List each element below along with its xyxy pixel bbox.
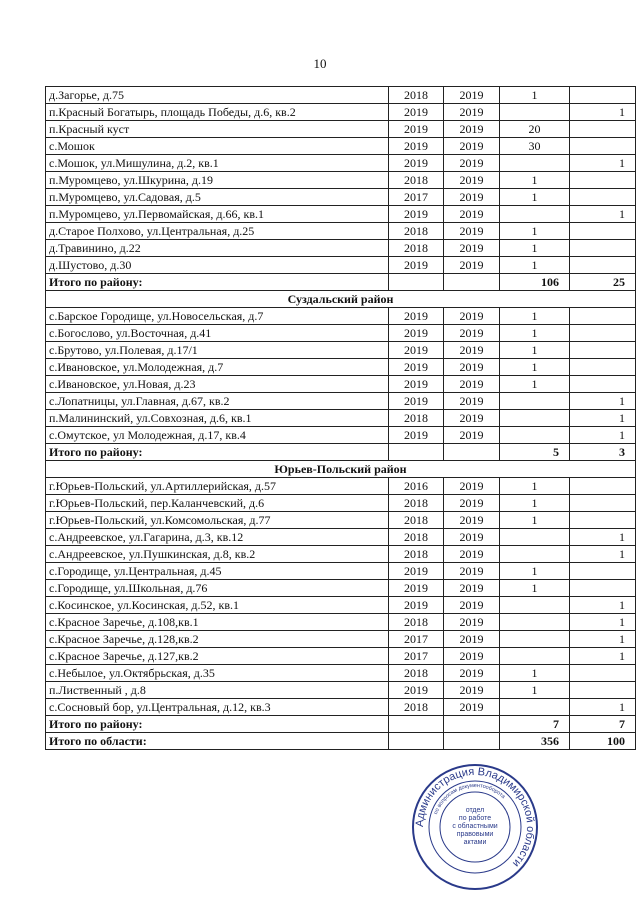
address-cell: д.Загорье, д.75 — [46, 87, 389, 104]
address-cell: п.Муромцево, ул.Шкурина, д.19 — [46, 172, 389, 189]
year-start-cell: 2018 — [389, 614, 444, 631]
year-end-cell: 2019 — [444, 121, 500, 138]
count-a-cell: 1 — [500, 223, 570, 240]
count-a-cell: 1 — [500, 342, 570, 359]
year-start-cell: 2018 — [389, 87, 444, 104]
stamp-inner-text: по вопросам документооборота — [433, 782, 506, 816]
year-end-cell: 2019 — [444, 614, 500, 631]
year-start-cell: 2018 — [389, 223, 444, 240]
district-total-row — [46, 274, 636, 291]
year-end-cell: 2019 — [444, 240, 500, 257]
count-a-cell — [500, 699, 570, 716]
count-b-cell: 1 — [570, 410, 636, 427]
address-cell: с.Ивановское, ул.Молодежная, д.7 — [46, 359, 389, 376]
year-start-cell: 2018 — [389, 240, 444, 257]
total-a: 106 — [500, 274, 570, 291]
count-a-cell: 1 — [500, 325, 570, 342]
grand-total-b: 100 — [570, 733, 636, 750]
count-b-cell — [570, 512, 636, 529]
address-cell: с.Ивановское, ул.Новая, д.23 — [46, 376, 389, 393]
table-row — [46, 206, 636, 223]
year-end-cell: 2019 — [444, 478, 500, 495]
year-start-cell: 2017 — [389, 631, 444, 648]
table-row — [46, 376, 636, 393]
year-end-cell: 2019 — [444, 529, 500, 546]
total-empty — [389, 716, 444, 733]
year-end-cell: 2019 — [444, 172, 500, 189]
stamp-center-line: с областными — [452, 823, 498, 830]
address-cell: с.Барское Городище, ул.Новосельская, д.7 — [46, 308, 389, 325]
table-row — [46, 699, 636, 716]
address-cell: с.Небылое, ул.Октябрьская, д.35 — [46, 665, 389, 682]
address-cell: п.Лиственный , д.8 — [46, 682, 389, 699]
count-a-cell: 1 — [500, 563, 570, 580]
count-a-cell — [500, 393, 570, 410]
count-b-cell — [570, 138, 636, 155]
table-row — [46, 614, 636, 631]
count-b-cell — [570, 665, 636, 682]
count-b-cell — [570, 580, 636, 597]
district-total-row — [46, 716, 636, 733]
year-start-cell: 2019 — [389, 155, 444, 172]
year-end-cell: 2019 — [444, 410, 500, 427]
count-b-cell — [570, 682, 636, 699]
count-b-cell — [570, 87, 636, 104]
count-b-cell — [570, 223, 636, 240]
year-start-cell: 2018 — [389, 410, 444, 427]
count-b-cell — [570, 325, 636, 342]
count-b-cell: 1 — [570, 648, 636, 665]
table-row — [46, 138, 636, 155]
address-cell: с.Городище, ул.Школьная, д.76 — [46, 580, 389, 597]
table-row — [46, 121, 636, 138]
stamp-outer-text: Администрация Владимирской области — [413, 765, 537, 870]
year-end-cell: 2019 — [444, 699, 500, 716]
total-b: 3 — [570, 444, 636, 461]
year-start-cell: 2019 — [389, 104, 444, 121]
count-a-cell: 1 — [500, 172, 570, 189]
count-b-cell: 1 — [570, 631, 636, 648]
address-cell: д.Старое Полхово, ул.Центральная, д.25 — [46, 223, 389, 240]
address-cell: с.Омутское, ул Молодежная, д.17, кв.4 — [46, 427, 389, 444]
table-row — [46, 563, 636, 580]
address-cell: г.Юрьев-Польский, ул.Артиллерийская, д.57 — [46, 478, 389, 495]
year-start-cell: 2017 — [389, 648, 444, 665]
total-b: 7 — [570, 716, 636, 733]
count-b-cell — [570, 172, 636, 189]
year-end-cell: 2019 — [444, 206, 500, 223]
address-cell: с.Сосновый бор, ул.Центральная, д.12, кв.3 — [46, 699, 389, 716]
table-row — [46, 682, 636, 699]
count-a-cell — [500, 427, 570, 444]
count-b-cell: 1 — [570, 614, 636, 631]
count-a-cell: 1 — [500, 478, 570, 495]
table-row — [46, 410, 636, 427]
year-end-cell: 2019 — [444, 359, 500, 376]
year-start-cell: 2019 — [389, 393, 444, 410]
count-b-cell — [570, 189, 636, 206]
year-start-cell: 2019 — [389, 342, 444, 359]
register-table — [45, 86, 636, 750]
year-end-cell: 2019 — [444, 325, 500, 342]
year-start-cell: 2019 — [389, 325, 444, 342]
address-cell: с.Богослово, ул.Восточная, д.41 — [46, 325, 389, 342]
count-a-cell — [500, 597, 570, 614]
address-cell: с.Андреевское, ул.Гагарина, д.3, кв.12 — [46, 529, 389, 546]
count-a-cell: 1 — [500, 359, 570, 376]
year-start-cell: 2019 — [389, 427, 444, 444]
table-row — [46, 597, 636, 614]
count-a-cell — [500, 206, 570, 223]
count-a-cell — [500, 648, 570, 665]
year-start-cell: 2019 — [389, 206, 444, 223]
year-start-cell: 2018 — [389, 529, 444, 546]
year-end-cell: 2019 — [444, 495, 500, 512]
total-label: Итого по району: — [46, 274, 389, 291]
table-row — [46, 223, 636, 240]
district-heading: Суздальский район — [46, 291, 636, 308]
count-a-cell: 20 — [500, 121, 570, 138]
year-end-cell: 2019 — [444, 87, 500, 104]
count-b-cell — [570, 308, 636, 325]
table-row — [46, 427, 636, 444]
total-empty — [389, 274, 444, 291]
address-cell: г.Юрьев-Польский, пер.Каланчевский, д.6 — [46, 495, 389, 512]
count-a-cell — [500, 529, 570, 546]
count-a-cell: 30 — [500, 138, 570, 155]
count-a-cell — [500, 546, 570, 563]
count-b-cell — [570, 240, 636, 257]
total-empty — [389, 444, 444, 461]
count-b-cell: 1 — [570, 529, 636, 546]
address-cell: д.Травинино, д.22 — [46, 240, 389, 257]
table-row — [46, 155, 636, 172]
total-empty — [444, 733, 500, 750]
address-cell: с.Андреевское, ул.Пушкинская, д.8, кв.2 — [46, 546, 389, 563]
count-b-cell — [570, 121, 636, 138]
year-end-cell: 2019 — [444, 580, 500, 597]
address-cell: с.Косинское, ул.Косинская, д.52, кв.1 — [46, 597, 389, 614]
year-start-cell: 2018 — [389, 172, 444, 189]
year-end-cell: 2019 — [444, 563, 500, 580]
count-b-cell — [570, 495, 636, 512]
count-b-cell: 1 — [570, 104, 636, 121]
table-row — [46, 495, 636, 512]
year-start-cell: 2018 — [389, 699, 444, 716]
count-a-cell: 1 — [500, 665, 570, 682]
year-start-cell: 2017 — [389, 189, 444, 206]
count-a-cell: 1 — [500, 682, 570, 699]
count-b-cell — [570, 376, 636, 393]
address-cell: д.Шустово, д.30 — [46, 257, 389, 274]
table-row — [46, 648, 636, 665]
table-row — [46, 308, 636, 325]
table-row — [46, 257, 636, 274]
count-b-cell: 1 — [570, 427, 636, 444]
total-b: 25 — [570, 274, 636, 291]
year-end-cell: 2019 — [444, 597, 500, 614]
stamp-center-line: правовыми — [456, 831, 494, 838]
table-row — [46, 172, 636, 189]
year-end-cell: 2019 — [444, 512, 500, 529]
year-start-cell: 2016 — [389, 478, 444, 495]
address-cell: п.Муромцево, ул.Первомайская, д.66, кв.1 — [46, 206, 389, 223]
address-cell: с.Красное Заречье, д.127,кв.2 — [46, 648, 389, 665]
year-end-cell: 2019 — [444, 665, 500, 682]
address-cell: с.Красное Заречье, д.108,кв.1 — [46, 614, 389, 631]
district-total-row — [46, 444, 636, 461]
count-b-cell — [570, 342, 636, 359]
table-row — [46, 512, 636, 529]
year-start-cell: 2018 — [389, 546, 444, 563]
grand-total-row — [46, 733, 636, 750]
year-start-cell: 2019 — [389, 257, 444, 274]
year-start-cell: 2019 — [389, 682, 444, 699]
year-end-cell: 2019 — [444, 138, 500, 155]
address-cell: с.Красное Заречье, д.128,кв.2 — [46, 631, 389, 648]
count-a-cell: 1 — [500, 189, 570, 206]
year-start-cell: 2019 — [389, 597, 444, 614]
address-cell: с.Лопатницы, ул.Главная, д.67, кв.2 — [46, 393, 389, 410]
year-end-cell: 2019 — [444, 342, 500, 359]
count-a-cell: 1 — [500, 495, 570, 512]
address-cell: г.Юрьев-Польский, ул.Комсомольская, д.77 — [46, 512, 389, 529]
count-b-cell — [570, 563, 636, 580]
year-start-cell: 2019 — [389, 138, 444, 155]
count-b-cell: 1 — [570, 597, 636, 614]
year-end-cell: 2019 — [444, 308, 500, 325]
count-b-cell: 1 — [570, 206, 636, 223]
table-row — [46, 529, 636, 546]
year-end-cell: 2019 — [444, 189, 500, 206]
count-b-cell: 1 — [570, 155, 636, 172]
year-end-cell: 2019 — [444, 155, 500, 172]
year-start-cell: 2018 — [389, 665, 444, 682]
year-start-cell: 2018 — [389, 495, 444, 512]
total-label: Итого по району: — [46, 716, 389, 733]
address-cell: п.Красный куст — [46, 121, 389, 138]
table-row — [46, 104, 636, 121]
total-empty — [444, 444, 500, 461]
count-a-cell — [500, 631, 570, 648]
count-a-cell: 1 — [500, 257, 570, 274]
year-start-cell: 2019 — [389, 580, 444, 597]
district-heading-row — [46, 291, 636, 308]
table-row — [46, 665, 636, 682]
address-cell: п.Малининский, ул.Совхозная, д.6, кв.1 — [46, 410, 389, 427]
grand-total-a: 356 — [500, 733, 570, 750]
year-start-cell: 2018 — [389, 512, 444, 529]
table-row — [46, 631, 636, 648]
official-stamp — [410, 762, 540, 892]
count-a-cell: 1 — [500, 87, 570, 104]
year-start-cell: 2019 — [389, 376, 444, 393]
year-start-cell: 2019 — [389, 121, 444, 138]
year-end-cell: 2019 — [444, 427, 500, 444]
total-a: 5 — [500, 444, 570, 461]
count-b-cell — [570, 257, 636, 274]
count-a-cell: 1 — [500, 512, 570, 529]
district-heading: Юрьев-Польский район — [46, 461, 636, 478]
year-start-cell: 2019 — [389, 563, 444, 580]
count-a-cell: 1 — [500, 240, 570, 257]
year-end-cell: 2019 — [444, 223, 500, 240]
table-row — [46, 580, 636, 597]
year-start-cell: 2019 — [389, 308, 444, 325]
table-row — [46, 240, 636, 257]
total-empty — [444, 716, 500, 733]
count-a-cell: 1 — [500, 580, 570, 597]
table-row — [46, 393, 636, 410]
address-cell: п.Муромцево, ул.Садовая, д.5 — [46, 189, 389, 206]
table-row — [46, 546, 636, 563]
address-cell: с.Брутово, ул.Полевая, д.17/1 — [46, 342, 389, 359]
count-b-cell: 1 — [570, 546, 636, 563]
count-b-cell — [570, 359, 636, 376]
total-empty — [389, 733, 444, 750]
page-number: 10 — [313, 56, 327, 71]
total-a: 7 — [500, 716, 570, 733]
table-row — [46, 359, 636, 376]
year-end-cell: 2019 — [444, 546, 500, 563]
count-a-cell — [500, 104, 570, 121]
stamp-center-line: актами — [463, 839, 487, 846]
year-end-cell: 2019 — [444, 631, 500, 648]
total-empty — [444, 274, 500, 291]
table-row — [46, 87, 636, 104]
year-end-cell: 2019 — [444, 393, 500, 410]
total-label: Итого по району: — [46, 444, 389, 461]
table-row — [46, 342, 636, 359]
address-cell: с.Мошок — [46, 138, 389, 155]
count-b-cell: 1 — [570, 393, 636, 410]
count-b-cell: 1 — [570, 699, 636, 716]
count-a-cell: 1 — [500, 308, 570, 325]
table-row — [46, 189, 636, 206]
year-start-cell: 2019 — [389, 359, 444, 376]
year-end-cell: 2019 — [444, 682, 500, 699]
address-cell: с.Мошок, ул.Мишулина, д.2, кв.1 — [46, 155, 389, 172]
address-cell: с.Городище, ул.Центральная, д.45 — [46, 563, 389, 580]
count-a-cell — [500, 410, 570, 427]
count-b-cell — [570, 478, 636, 495]
count-a-cell — [500, 155, 570, 172]
year-end-cell: 2019 — [444, 376, 500, 393]
table-row — [46, 478, 636, 495]
count-a-cell: 1 — [500, 376, 570, 393]
stamp-center-line: по работе — [458, 815, 492, 822]
year-end-cell: 2019 — [444, 257, 500, 274]
count-a-cell — [500, 614, 570, 631]
table-row — [46, 325, 636, 342]
district-heading-row — [46, 461, 636, 478]
grand-total-label: Итого по области: — [46, 733, 389, 750]
year-end-cell: 2019 — [444, 648, 500, 665]
year-end-cell: 2019 — [444, 104, 500, 121]
address-cell: п.Красный Богатырь, площадь Победы, д.6, кв.2 — [46, 104, 389, 121]
stamp-center-line: отдел — [465, 807, 485, 814]
